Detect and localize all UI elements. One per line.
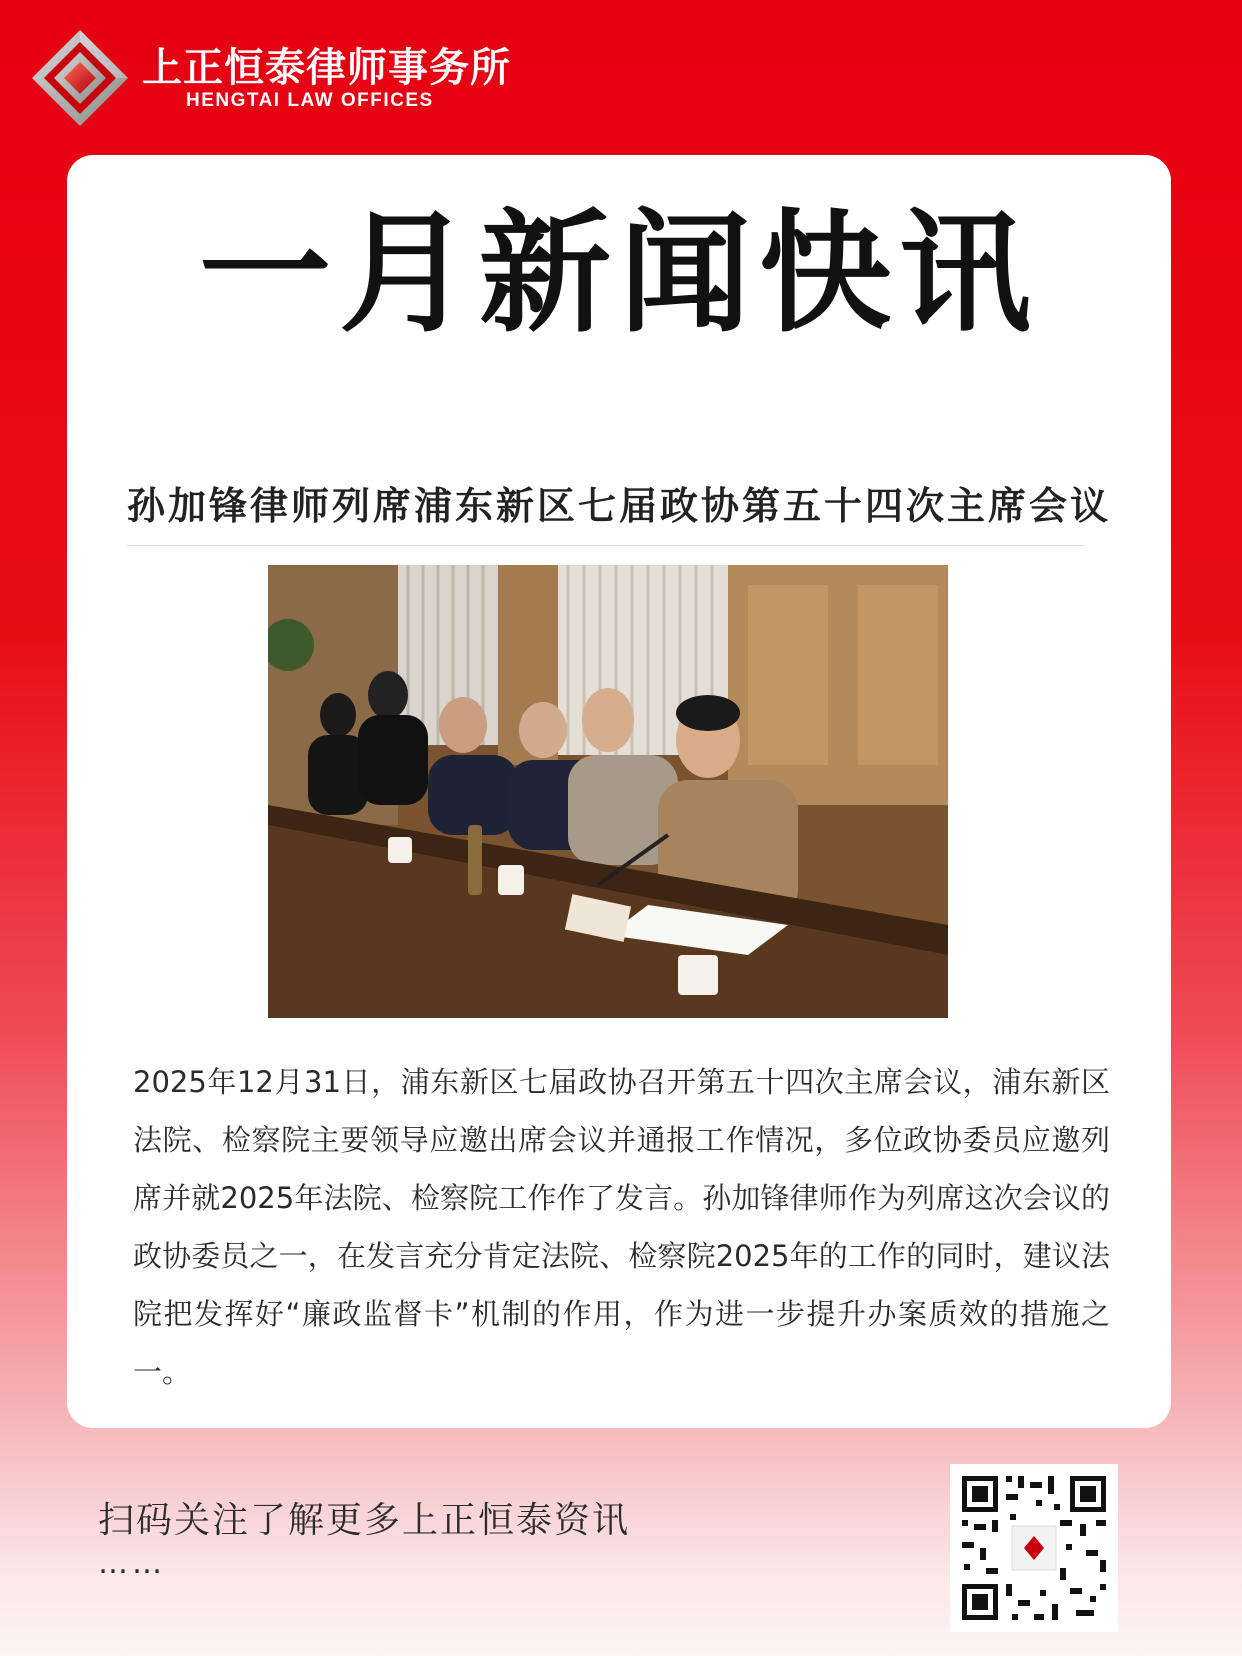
- meeting-photo: [268, 565, 948, 1018]
- brand-name-en: HENGTAI LAW OFFICES: [186, 90, 434, 111]
- brand-logo: [30, 24, 511, 124]
- page-title: 一月新闻快讯: [199, 197, 1039, 351]
- diamond-logo-icon: [30, 28, 130, 128]
- footer-follow-text: 扫码关注了解更多上正恒泰资讯: [98, 1500, 631, 1541]
- brand-name-cn: 上正恒泰律师事务所: [142, 44, 511, 91]
- qr-code-icon[interactable]: [950, 1464, 1118, 1632]
- article-headline: 孙加锋律师列席浦东新区七届政协第五十四次主席会议: [126, 484, 1111, 528]
- news-card: [67, 155, 1171, 1428]
- article-body: 2025年12月31日，浦东新区七届政协召开第五十四次主席会议，浦东新区法院、检察院主要领导应邀出席会议并通报工作情况，多位政协委员应邀列席并就2025年法院、检察院工作作了发言。孙加锋律师作为列席这次会议的政协委员之一，在发言充分肯定法院、检察院2025年的工作的同时，建议法院把发挥好“廉政监督卡”机制的作用，作为进一步提升办案质效的措施之一。: [133, 1065, 1110, 1389]
- footer-dots: ……: [98, 1546, 166, 1581]
- divider: [127, 545, 1085, 546]
